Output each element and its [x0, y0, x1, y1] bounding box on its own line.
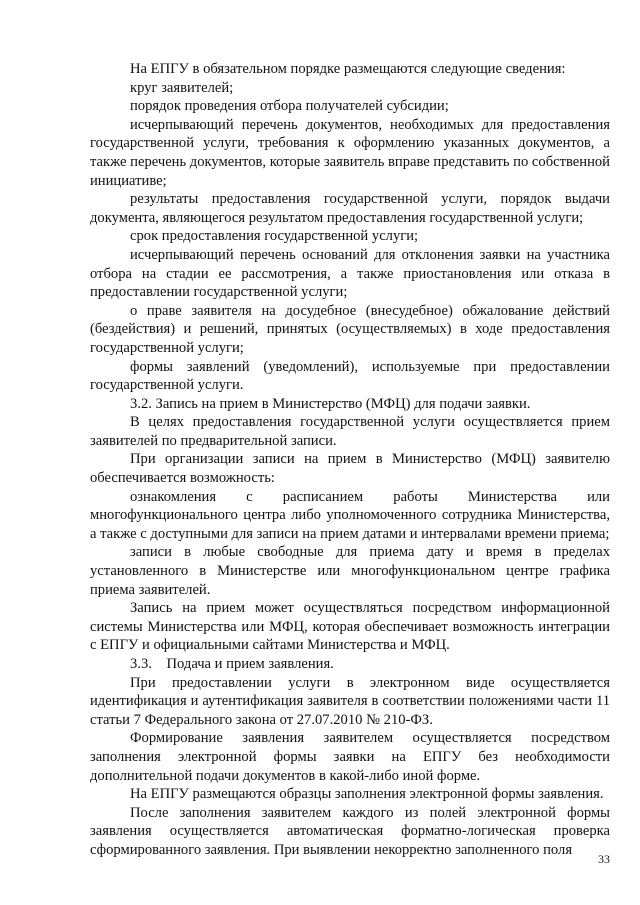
paragraph: Запись на прием может осуществляться посредством информационной системы Министерства или МФЦ, которая обеспечивает возможность интеграции с ЕПГУ и официальными сайтами Министерства и МФЦ.: [90, 600, 610, 654]
paragraph: После заполнения заявителем каждого из полей электронной формы заявления осуществляется автоматическая форматно-логическая проверка сформированного заявления. При выявлении некорректно заполненного поля: [90, 804, 610, 858]
paragraph-list-item: о праве заявителя на досудебное (внесудебное) обжалование действий (бездействия) и решений, принятых (осуществляемых) в ходе предоставления государственной услуги;: [90, 302, 610, 356]
paragraph-list-item: порядок проведения отбора получателей субсидии;: [130, 98, 449, 115]
page-number: 33: [598, 852, 610, 866]
paragraph-list-item: записи в любые свободные для приема дату и время в пределах установленного в Министерстве или многофункциональном центре графика приема заявителей.: [90, 544, 610, 598]
paragraph: Формирование заявления заявителем осуществляется посредством заполнения электронной формы заявки на ЕПГУ без необходимости дополнительной подачи документов в какой-либо иной форме.: [90, 730, 610, 784]
paragraph-list-item: круг заявителей;: [130, 79, 234, 96]
paragraph-list-item: срок предоставления государственной услуги;: [130, 228, 419, 245]
paragraph-list-item: исчерпывающий перечень документов, необходимых для предоставления государственной услуги, требования к оформлению указанных документов, а также перечень документов, которые заявитель вправе представить по собственной инициативе;: [90, 116, 610, 189]
paragraph: При организации записи на прием в Министерство (МФЦ) заявителю обеспечивается возможность:: [90, 451, 610, 487]
section-heading-3-2: 3.2. Запись на прием в Министерство (МФЦ) для подачи заявки.: [130, 395, 531, 412]
paragraph-list-item: исчерпывающий перечень оснований для отклонения заявки на участника отбора на стадии ее рассмотрения, а также приостановления или отказа в предоставлении государственной услуги;: [90, 246, 610, 301]
paragraph-list-item: ознакомления с расписанием работы Министерства или многофункционального центра либо уполномоченного сотрудника Министерства, а также с доступными для записи на прием датами и интервалами времени приема;: [90, 488, 610, 542]
section-heading-3-3: 3.3. Подача и прием заявления.: [130, 656, 334, 672]
paragraph-intro: На ЕПГУ в обязательном порядке размещаются следующие сведения:: [130, 61, 566, 77]
paragraph: В целях предоставления государственной услуги осуществляется прием заявителей по предварительной записи.: [90, 414, 610, 449]
paragraph: При предоставлении услуги в электронном виде осуществляется идентификация и аутентификация заявителя в соответствии положениями части 11 статьи 7 Федерального закона от 27.07.2010 № 210-ФЗ.: [90, 674, 610, 728]
paragraph-list-item: результаты предоставления государственной услуги, порядок выдачи документа, являющегося результатом предоставления государственной услуги;: [90, 191, 610, 226]
document-body: [90, 60, 610, 860]
paragraph: На ЕПГУ размещаются образцы заполнения электронной формы заявления.: [130, 786, 604, 803]
paragraph-list-item: формы заявлений (уведомлений), используемые при предоставлении государственной услуги.: [90, 358, 610, 394]
